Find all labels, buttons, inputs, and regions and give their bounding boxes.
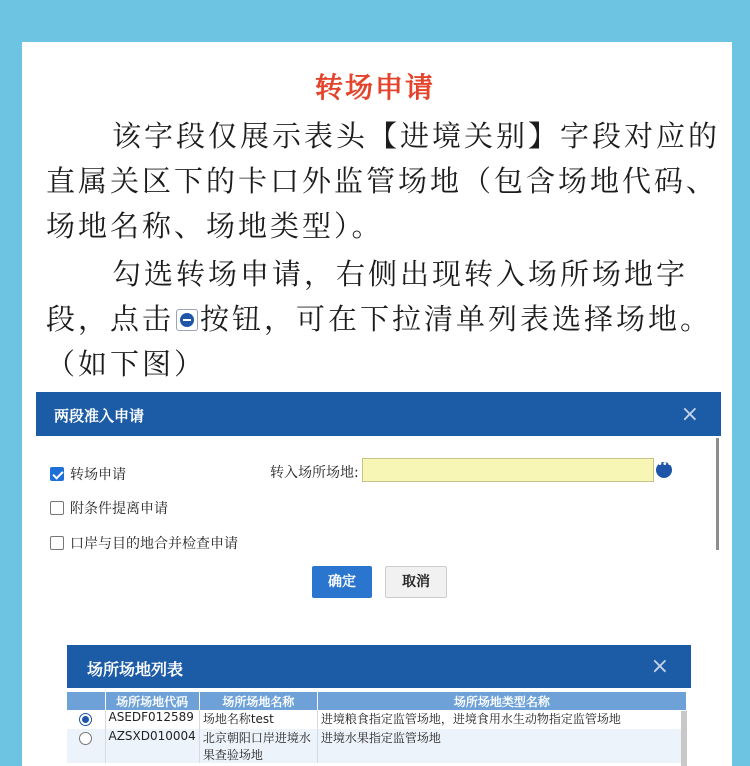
paragraph-1	[46, 114, 726, 249]
two-stage-access-dialog	[36, 392, 721, 612]
checkbox-icon[interactable]	[50, 536, 64, 550]
dialog-title: 两段准入申请	[54, 407, 145, 425]
radio-icon[interactable]	[79, 732, 92, 745]
site-code: ASEDF012589	[105, 710, 199, 729]
site-code: AZSXD010004	[105, 729, 199, 763]
paragraph-2	[46, 252, 726, 387]
transfer-site-label: 转入场所场地:	[270, 465, 359, 481]
table-row[interactable]	[67, 710, 687, 729]
checkbox-transfer-application[interactable]	[50, 464, 126, 484]
checkbox-label: 转场申请	[70, 467, 126, 483]
dialog-header	[67, 645, 691, 688]
site-table	[67, 692, 687, 763]
ellipsis-circle-icon	[176, 309, 198, 331]
column-header-type: 场所场地类型名称	[317, 692, 686, 710]
paragraph-2-text-a: 勾选转场申请，右侧出现转入场所场地字段，点击	[46, 257, 689, 336]
paragraph-1-text: 该字段仅展示表头【进境关别】字段对应的直属关区下的卡口外监管场地（包含场地代码、场地名称、场地类型）。	[46, 119, 721, 243]
site-list-dialog	[67, 645, 691, 766]
dialog-body	[36, 436, 721, 612]
checkbox-label: 附条件提离申请	[70, 501, 168, 517]
column-header-select	[67, 692, 105, 710]
ellipsis-circle-icon[interactable]	[656, 462, 672, 478]
table-row[interactable]	[67, 729, 687, 763]
table-header-row	[67, 692, 687, 710]
site-type: 进境水果指定监管场地	[317, 729, 686, 763]
scrollbar[interactable]	[716, 438, 719, 550]
transfer-site-input[interactable]	[362, 458, 654, 482]
page-title: 转场申请	[314, 71, 435, 104]
site-name: 场地名称test	[199, 710, 317, 729]
scrollbar[interactable]	[681, 711, 687, 766]
dialog-title: 场所场地列表	[87, 660, 184, 679]
checkbox-combined-inspection[interactable]	[50, 533, 238, 553]
radio-icon[interactable]	[79, 713, 92, 726]
site-name: 北京朝阳口岸进境水果查验场地	[199, 729, 317, 763]
close-icon[interactable]: ×	[650, 654, 669, 679]
checkbox-icon[interactable]	[50, 501, 64, 515]
dialog-header	[36, 392, 721, 436]
column-header-name: 场所场地名称	[199, 692, 317, 710]
checkbox-icon[interactable]	[50, 467, 64, 481]
cancel-button[interactable]: 取消	[385, 566, 447, 598]
site-type: 进境粮食指定监管场地，进境食用水生动物指定监管场地	[317, 710, 686, 729]
paragraph-2-text-b: 按钮，可在下拉清单列表选择场地。（如下图）	[46, 302, 713, 381]
checkbox-label: 口岸与目的地合并检查申请	[70, 536, 238, 552]
close-icon[interactable]: ×	[680, 402, 699, 427]
checkbox-conditional-release[interactable]	[50, 498, 168, 518]
confirm-button[interactable]: 确定	[312, 566, 372, 598]
column-header-code: 场所场地代码	[105, 692, 199, 710]
